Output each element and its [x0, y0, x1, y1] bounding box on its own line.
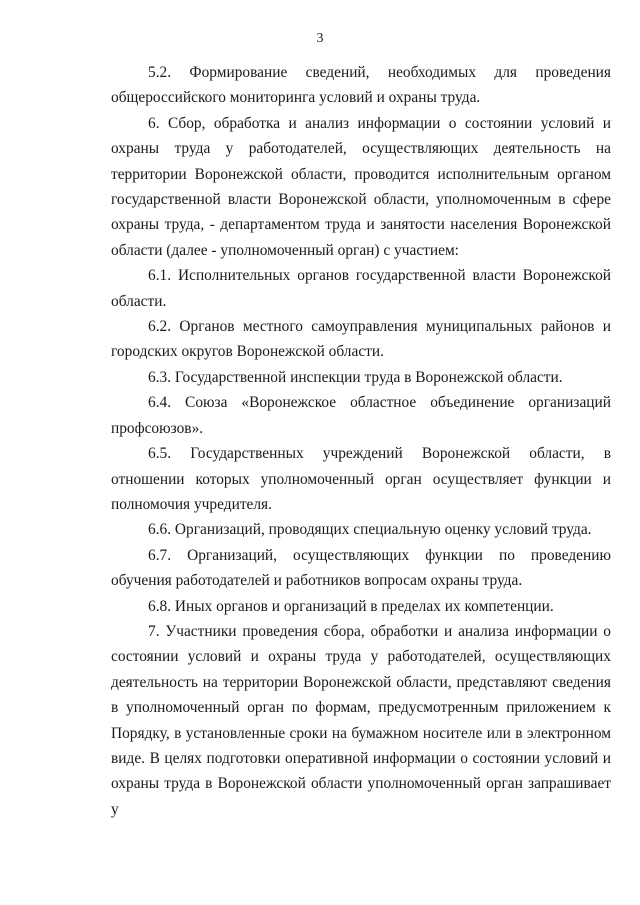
document-body	[111, 60, 611, 822]
page-number: 3	[316, 31, 324, 46]
paragraph-6-5: 6.5. Государственных учреждений Воронежской области, в отношении которых уполномоченный орган осуществляет функции и полномочия учредителя.	[111, 445, 611, 513]
paragraph-6-2: 6.2. Органов местного самоуправления муниципальных районов и городских округов Воронежской области.	[111, 318, 611, 361]
paragraph-6-8: 6.8. Иных органов и организаций в пределах их компетенции.	[148, 597, 554, 615]
paragraph-7: 7. Участники проведения сбора, обработки и анализа информации о состоянии условий и охраны труда у работодателей, осуществляющих деятельность на территории Воронежской области, представляют сведения в уполномоченный орган по формам, предусмотренным приложением к Порядку, в установленные сроки на бумажном носителе или в электронном виде. В целях подготовки оперативной информации о состоянии условий и охраны труда в Воронежской области уполномоченный орган запрашивает у	[111, 622, 611, 818]
paragraph-6-1: 6.1. Исполнительных органов государственной власти Воронежской области.	[111, 267, 611, 310]
paragraph-6-6: 6.6. Организаций, проводящих специальную оценку условий труда.	[148, 521, 592, 539]
paragraph-5-2: 5.2. Формирование сведений, необходимых для проведения общероссийского мониторинга условий и охраны труда.	[111, 64, 611, 107]
paragraph-6-7: 6.7. Организаций, осуществляющих функции по проведению обучения работодателей и работников вопросам охраны труда.	[111, 546, 611, 590]
paragraph-6-4: 6.4. Союза «Воронежское областное объединение организаций профсоюзов».	[111, 394, 611, 437]
paragraph-6-3: 6.3. Государственной инспекции труда в Воронежской области.	[148, 368, 563, 386]
paragraph-6: 6. Сбор, обработка и анализ информации о состоянии условий и охраны труда у работодателей, осуществляющих деятельность на территории Воронежской области, проводится исполнительным органом государственной власти Воронежской области, уполномоченным в сфере охраны труда, - департаментом труда и занятости населения Воронежской области (далее - уполномоченный орган) с участием:	[111, 114, 611, 259]
